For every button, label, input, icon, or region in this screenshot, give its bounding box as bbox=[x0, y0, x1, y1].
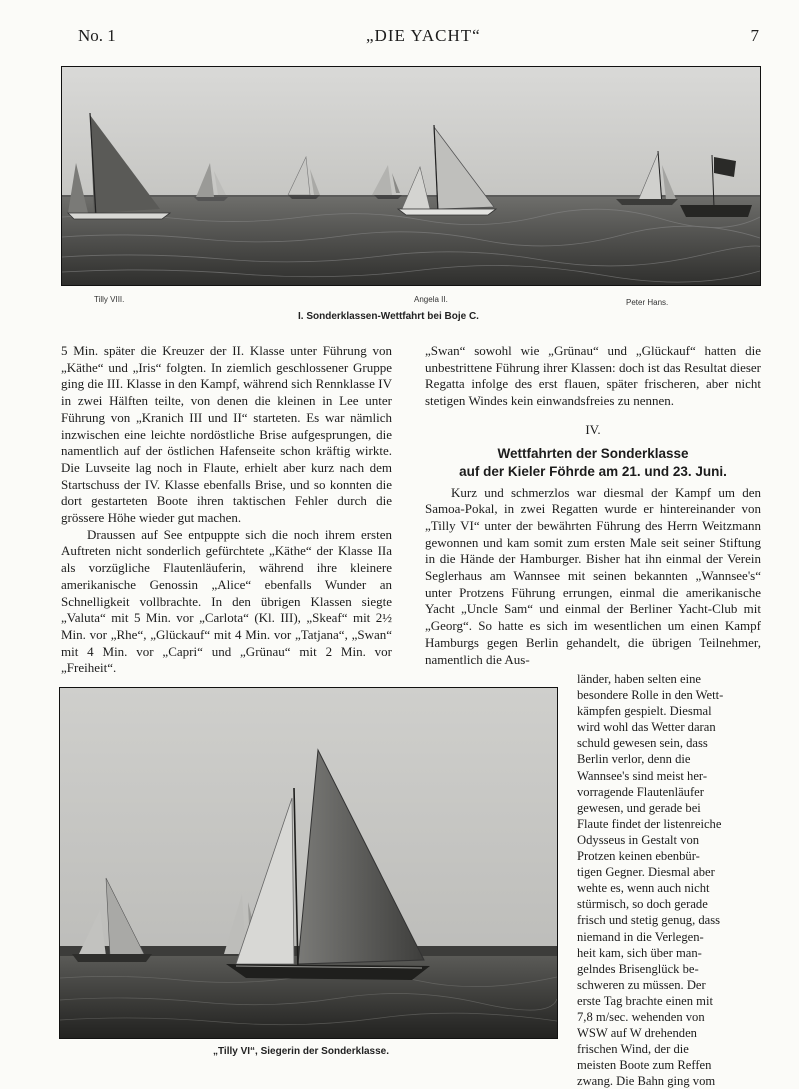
text-line: Wannsee's sind meist her- bbox=[577, 768, 708, 783]
text-line: besondere Rolle in den Wett- bbox=[577, 688, 724, 703]
text-line: Flaute findet der listenreiche bbox=[577, 816, 722, 831]
section-heading bbox=[425, 445, 761, 481]
section-heading-line-1: Wettfahrten der Sonderklasse bbox=[497, 445, 689, 461]
section-number: IV. bbox=[585, 421, 601, 437]
article-left-column bbox=[61, 343, 392, 677]
photo1-caption: I. Sonderklassen-Wettfahrt bei Boje C. bbox=[298, 311, 479, 322]
text-line: wird wohl das Wetter daran bbox=[577, 720, 716, 735]
issue-number: No. 1 bbox=[78, 26, 116, 45]
text-line: gewesen, und gerade bei bbox=[577, 800, 701, 815]
text-line: frischen Wind, der die bbox=[577, 1042, 689, 1057]
text-line: stürmisch, so doch gerade bbox=[577, 897, 708, 912]
text-line: Protzen keinen ebenbür- bbox=[577, 849, 700, 864]
text-line: kämpfen gespielt. Diesmal bbox=[577, 704, 712, 719]
photo-credit-1: Tilly VIII. bbox=[94, 295, 125, 304]
text-line: wehte es, wenn auch nicht bbox=[577, 881, 710, 896]
text-line: Berlin verlor, denn die bbox=[577, 752, 691, 767]
paragraph: Draussen auf See entpuppte sich die noch ihrem ersten Auftreten nicht sonderlich gefürchtete „Käthe“ der Klasse IIa als vorzügliche Flautenläuferin, während ihre kleinere amerikanische Genossin „Alice“ ebenfalls Wunder an Schnelligkeit vollbrachte. In den übrigen Klassen siegte „Valuta“ mit 5 Min. vor „Carlota“ (Kl. III), „Skeaf“ mit 2½ Min. vor „Rhe“, „Glückauf“ mit 4 Min. vor „Tatjana“, „Swan“ mit 4 Min. vor „Capri“ und „Grünau“ mit 2 Min. vor „Freiheit“. bbox=[61, 526, 392, 676]
paragraph: „Swan“ sowohl wie „Grünau“ und „Glückauf“ hatten die unbestrittene Führung ihrer Klassen: doch ist das Resultat dieser Regatta infolge des erst flauen, später frischeren, aber nicht stetigen Windes kein einwandsfreies zu nennen. bbox=[425, 343, 761, 409]
text-line: schuld gewesen sein, dass bbox=[577, 736, 708, 751]
text-line: länder, haben selten eine bbox=[577, 672, 701, 686]
paragraph: 5 Min. später die Kreuzer der II. Klasse unter Führung von „Käthe“ und „Iris“ folgten. In ziemlich geschlossener Gruppe ging die III. Klasse in den Kampf, während sich Rennklasse IV in zwei Hälften teilte, von denen die kleinen in Lee unter Führung von „Kranich III und II“ starteten. Es war nämlich inzwischen eine leichte nordöstliche Brise aufgesprungen, die namentlich auf der östlichen Hafenseite schon kräftig wirkte. Die Luvseite lag noch in Flaute, erhielt aber kurz nach dem Startschuss der IV. Klasse ebenfalls Brise, und so konnten die dort gestarteten Boote ihren taktischen Fehler durch die grössere Höhe wieder gut machen. bbox=[61, 343, 392, 526]
text-line: heit kam, sich über man- bbox=[577, 945, 702, 960]
text-line: vorragende Flautenläufer bbox=[577, 784, 704, 799]
section-heading-line-2: auf der Kieler Föhrde am 21. und 23. Juni. bbox=[459, 463, 727, 479]
photo2-caption: „Tilly VI“, Siegerin der Sonderklasse. bbox=[213, 1046, 389, 1057]
photo-regatta-boje-c bbox=[61, 66, 761, 286]
text-line: WSW auf W drehenden bbox=[577, 1026, 697, 1041]
photo-credit-3: Peter Hans. bbox=[626, 298, 669, 307]
text-line: frisch und stetig genug, dass bbox=[577, 913, 721, 928]
text-line: schweren zu müssen. Der bbox=[577, 977, 706, 992]
article-right-column bbox=[425, 343, 761, 668]
text-line: erste Tag brachte einen mit bbox=[577, 993, 713, 1008]
text-line: tigen Gegner. Diesmal aber bbox=[577, 865, 715, 880]
text-line: meisten Boote zum Reffen bbox=[577, 1058, 712, 1073]
photo-credit-2: Angela II. bbox=[414, 295, 448, 304]
page-number: 7 bbox=[750, 26, 759, 45]
article-narrow-column bbox=[577, 671, 761, 1089]
text-line: niemand in die Verlegen- bbox=[577, 929, 704, 944]
text-line: 7,8 m/sec. wehenden von bbox=[577, 1009, 705, 1024]
text-line: gelndes Brisenglück be- bbox=[577, 961, 699, 976]
page-header bbox=[78, 26, 759, 48]
journal-title: „DIE YACHT“ bbox=[366, 26, 481, 45]
text-line: Odysseus in Gestalt von bbox=[577, 832, 700, 847]
paragraph: Kurz und schmerzlos war diesmal der Kampf um den Samoa-Pokal, in zwei Regatten wurde er hintereinander von „Tilly VI“ unter der bewährten Führung des Herrn Weitzmann gewonnen und kam somit zum ersten Male seit seiner Stiftung in die Hände der Hamburger. Bisher hat ihn einmal der Verein Seglerhaus am Wannsee mit seinen bekannten „Wannsee's“ unter Protzens Führung errungen, einmal die amerikanische Yacht „Uncle Sam“ und einmal der Berliner Yacht-Club mit „Georg“. So hatte es sich im wesentlichen um einen Kampf Hamburgs gegen Berlin gehandelt, die übrigen Teilnehmer, namentlich die Aus- bbox=[425, 484, 761, 667]
photo-tilly-vi bbox=[59, 687, 558, 1039]
text-line: zwang. Die Bahn ging vom bbox=[577, 1074, 716, 1089]
